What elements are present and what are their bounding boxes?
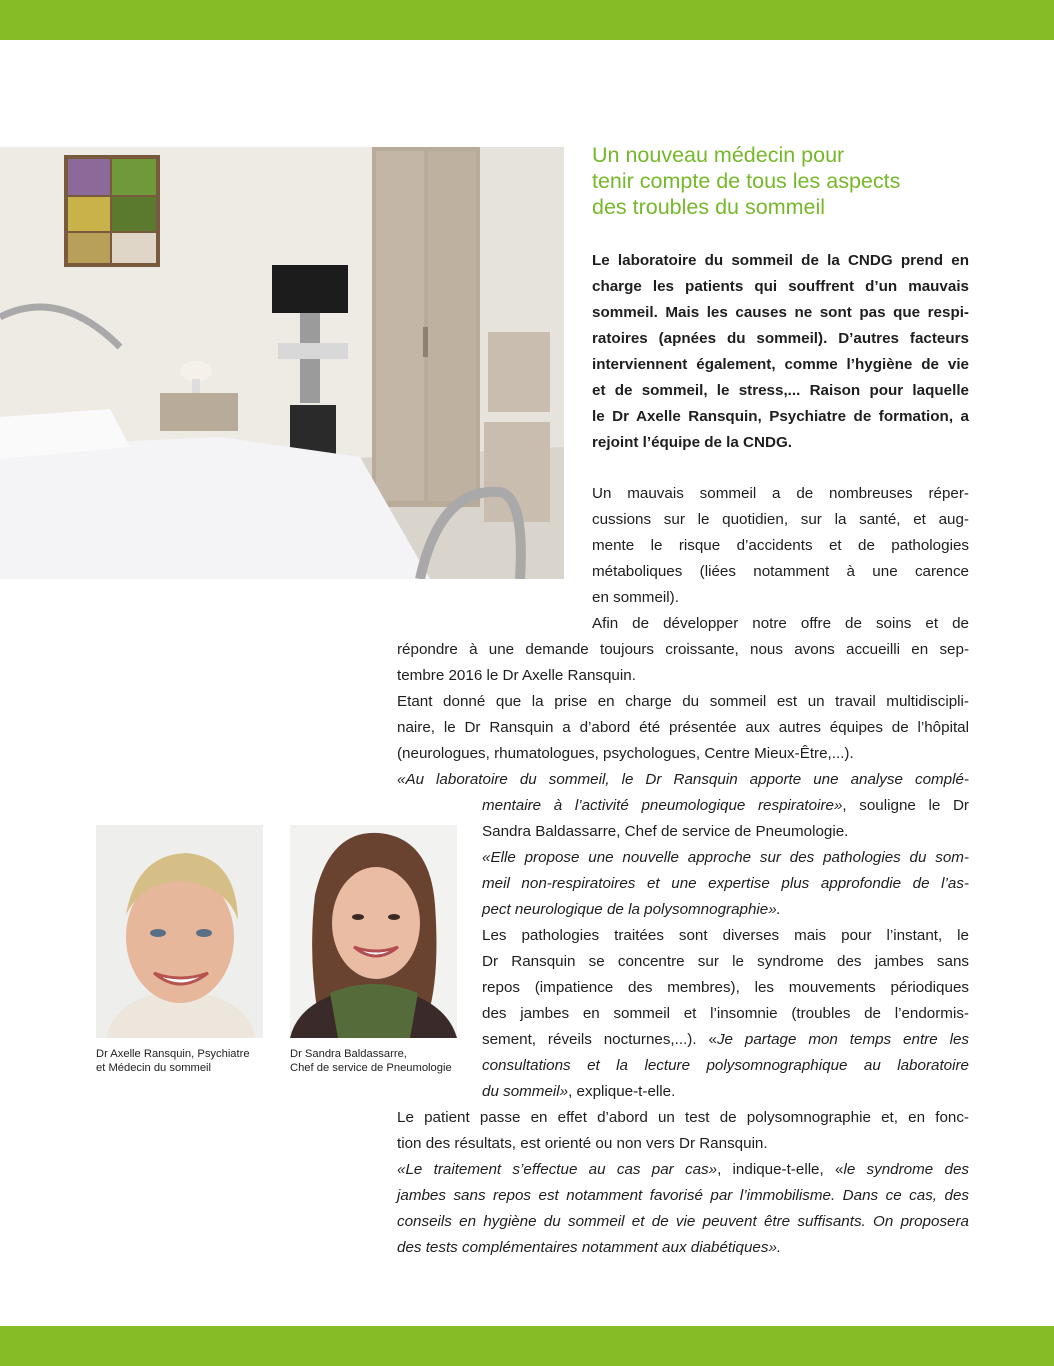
quote-text: mentaire à l’activité pneumologique respiratoire» bbox=[482, 797, 843, 814]
body-line: en sommeil). bbox=[592, 589, 679, 606]
quote-line: «Au laboratoire du sommeil, le Dr Ransquin apporte une analyse complé- bbox=[397, 771, 969, 788]
quote-text: le syndrome des bbox=[843, 1161, 969, 1178]
quote-text: Je partage mon temps entre les bbox=[716, 1031, 969, 1048]
body-text: , explique-t-elle. bbox=[568, 1083, 676, 1100]
body-paragraph-3 bbox=[482, 793, 969, 1105]
body-text: , indique-t-elle, « bbox=[717, 1161, 844, 1178]
body-paragraph-4 bbox=[397, 1105, 969, 1261]
body-line: cussions sur le quotidien, sur la santé, et aug- bbox=[592, 511, 969, 528]
lead-line: et de sommeil, le stress,... Raison pour laquelle bbox=[592, 382, 969, 399]
portrait-baldassarre bbox=[290, 825, 457, 1038]
body-text: , souligne le Dr bbox=[842, 797, 969, 814]
body-line: Sandra Baldassarre, Chef de service de Pneumologie. bbox=[482, 823, 849, 840]
top-accent-band bbox=[0, 0, 1054, 40]
quote-line: «Elle propose une nouvelle approche sur des pathologies du som- bbox=[482, 849, 969, 866]
caption-line: Chef de service de Pneumologie bbox=[290, 1061, 452, 1074]
body-paragraph-2-start bbox=[592, 611, 969, 637]
caption-line: Dr Sandra Baldassarre, bbox=[290, 1048, 407, 1060]
body-line: Dr Ransquin se concentre sur le syndrome des jambes sans bbox=[482, 953, 969, 970]
body-line: Etant donné que la prise en charge du sommeil est un travail multidiscipli- bbox=[397, 693, 969, 710]
quote-line: conseils en hygiène du sommeil et de vie peuvent être suffisants. On proposera bbox=[397, 1213, 969, 1230]
body-line: naire, le Dr Ransquin a d’abord été présentée aux autres équipes de l’hôpital bbox=[397, 719, 969, 736]
lead-line: ratoires (apnées du sommeil). D’autres facteurs bbox=[592, 330, 969, 347]
body-line: tion des résultats, est orienté ou non vers Dr Ransquin. bbox=[397, 1135, 768, 1152]
sleep-lab-room-photo bbox=[0, 147, 564, 579]
body-line: repos (impatience des membres), les mouvements périodiques bbox=[482, 979, 969, 996]
body-line: répondre à une demande toujours croissante, nous avons accueilli en sep- bbox=[397, 641, 969, 658]
article-headline bbox=[592, 142, 992, 220]
quote-line: des tests complémentaires notamment aux diabétiques». bbox=[397, 1239, 782, 1256]
caption-line: Dr Axelle Ransquin, Psychiatre bbox=[96, 1048, 250, 1060]
body-line: Les pathologies traitées sont diverses mais pour l’instant, le bbox=[482, 927, 969, 944]
body-text: sement, réveils nocturnes,...). « bbox=[482, 1031, 717, 1048]
quote-line: jambes sans repos est notamment favorisé par l’immobilisme. Dans ce cas, des bbox=[397, 1187, 969, 1204]
quote-text: «Le traitement s’effectue au cas par cas» bbox=[397, 1161, 718, 1178]
body-paragraph-2 bbox=[397, 637, 969, 767]
lead-line: sommeil. Mais les causes ne sont pas que respi- bbox=[592, 304, 969, 321]
quote-text: du sommeil» bbox=[482, 1083, 569, 1100]
lead-line: interviennent également, comme l’hygiène de vie bbox=[592, 356, 969, 373]
caption-ransquin bbox=[96, 1048, 250, 1075]
body-line: Le patient passe en effet d’abord un test de polysomnographie et, en fonc- bbox=[397, 1109, 969, 1126]
headline-line-3: des troubles du sommeil bbox=[592, 195, 826, 219]
quote-line: pect neurologique de la polysomnographie». bbox=[482, 901, 781, 918]
bottom-accent-band bbox=[0, 1326, 1054, 1366]
lead-line: Le laboratoire du sommeil de la CNDG prend en bbox=[592, 252, 969, 269]
body-line bbox=[482, 1027, 969, 1053]
quote-line: meil non-respiratoires et une expertise plus approfondie de l’as- bbox=[482, 875, 969, 892]
body-line: métaboliques (liées notamment à une carence bbox=[592, 563, 969, 580]
body-line bbox=[397, 1157, 969, 1183]
quote-line: consultations et la lecture polysomnographique au laboratoire bbox=[482, 1057, 969, 1074]
lead-line: le Dr Axelle Ransquin, Psychiatre de formation, a bbox=[592, 408, 969, 425]
caption-baldassarre bbox=[290, 1048, 452, 1075]
body-line bbox=[482, 793, 969, 819]
lead-line: charge les patients qui souffrent d’un mauvais bbox=[592, 278, 969, 295]
headline-line-2: tenir compte de tous les aspects bbox=[592, 169, 901, 193]
body-line bbox=[482, 1079, 969, 1105]
body-line: mente le risque d’accidents et de pathologies bbox=[592, 537, 969, 554]
portrait-ransquin bbox=[96, 825, 263, 1038]
body-line: (neurologues, rhumatologues, psychologues, Centre Mieux-Être,...). bbox=[397, 745, 854, 762]
body-line: Afin de développer notre offre de soins et de bbox=[592, 615, 969, 632]
headline-line-1: Un nouveau médecin pour bbox=[592, 143, 845, 167]
lead-line: rejoint l’équipe de la CNDG. bbox=[592, 434, 792, 451]
body-line: des jambes en sommeil et l’insomnie (troubles de l’endormis- bbox=[482, 1005, 969, 1022]
lead-paragraph bbox=[592, 248, 969, 456]
body-line: Un mauvais sommeil a de nombreuses réper- bbox=[592, 485, 969, 502]
caption-line: et Médecin du sommeil bbox=[96, 1061, 212, 1074]
body-line: tembre 2016 le Dr Axelle Ransquin. bbox=[397, 667, 636, 684]
body-paragraph-1 bbox=[592, 481, 969, 611]
